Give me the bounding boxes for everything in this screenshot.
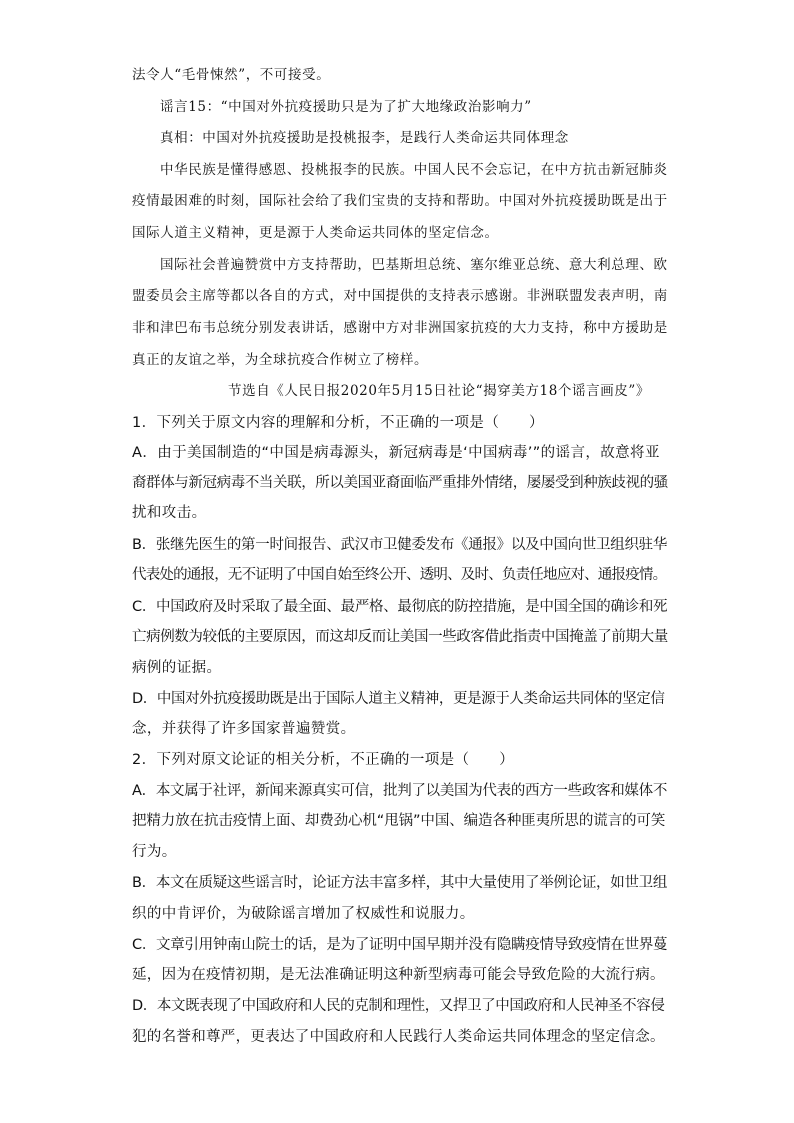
question-text-line: 犯的名誉和尊严，更表达了中国政府和人民践行人类命运共同体理念的坚定信念。 [132, 1029, 665, 1045]
question-2-option-a: A．本文属于社评，新闻来源真实可信，批判了以美国为代表的西方一些政客和媒体不 [132, 783, 668, 799]
article-line: 国际社会普遍赞赏中方支持帮助，巴基斯坦总统、塞尔维亚总统、意大利总理、欧 [160, 257, 668, 273]
article-line: 疫情最困难的时刻，国际社会给了我们宝贵的支持和帮助。中国对外抗疫援助既是出于 [132, 193, 668, 209]
question-2-option-b: B．本文在质疑这些谣言时，论证方法丰富多样，其中大量使用了举例论证，如世卫组 [132, 875, 668, 891]
rumor-heading: 谣言15：“中国对外抗疫援助只是为了扩大地缘政治影响力” [160, 99, 532, 115]
article-line: 国际人道主义精神，更是源于人类命运共同体的坚定信念。 [132, 225, 499, 241]
truth-heading: 真相：中国对外抗疫援助是投桃报李，是践行人类命运共同体理念 [160, 130, 569, 146]
article-line: 中华民族是懂得感恩、投桃报李的民族。中国人民不会忘记，在中方抗击新冠肺炎 [160, 162, 668, 178]
question-1-option-c: C．中国政府及时采取了最全面、最严格、最彻底的防控措施，是中国全国的确诊和死 [132, 599, 668, 615]
question-text-line: 代表处的通报，无不证明了中国自始至终公开、透明、及时、负责任地应对、通报疫情。 [132, 567, 667, 583]
article-line: 盟委员会主席等都以各自的方式，对中国提供的支持表示感谢。非洲联盟发表声明，南 [132, 288, 668, 304]
question-1-option-b: B．张继先医生的第一时间报告、武汉市卫健委发布《通报》以及中国向世卫组织驻华 [132, 537, 668, 553]
question-text-line: 行为。 [132, 844, 177, 860]
article-line: 法令人“毛骨悚然”，不可接受。 [132, 67, 331, 83]
question-2-option-c: C．文章引用钟南山院士的话，是为了证明中国早期并没有隐瞒疫情导致疫情在世界蔓 [132, 937, 668, 953]
article-line: 非和津巴布韦总统分别发表讲话，感谢中方对非洲国家抗疫的大力支持，称中方援助是 [132, 320, 668, 336]
question-1-option-d: D．中国对外抗疫援助既是出于国际人道主义精神，更是源于人类命运共同体的坚定信 [132, 691, 665, 707]
question-text-line: 把精力放在抗击疫情上面、却费劲心机“甩锅”中国、编造各种匪夷所思的谎言的可笑 [132, 813, 666, 829]
question-text-line: 病例的证据。 [132, 660, 222, 676]
question-1-stem: 1．下列关于原文内容的理解和分析，不正确的一项是（ ） [132, 415, 544, 431]
question-2-option-d: D．本文既表现了中国政府和人民的克制和理性，又捍卫了中国政府和人民神圣不容侵 [132, 998, 665, 1014]
question-text-line: 扰和攻击。 [132, 505, 207, 521]
question-2-stem: 2．下列对原文论证的相关分析，不正确的一项是（ ） [132, 752, 515, 768]
article-line: 真正的友谊之举，为全球抗疫合作树立了榜样。 [132, 352, 429, 368]
question-text-line: 亡病例数为较低的主要原因，而这却反而让美国一些政客借此指责中国掩盖了前期大量 [132, 629, 668, 645]
source-citation: 节选自《人民日报2020年5月15日社论“揭穿美方18个谣言画皮”》 [228, 383, 651, 399]
question-text-line: 织的中肯评价，为破除谣言增加了权威性和说服力。 [132, 906, 475, 922]
question-text-line: 念，并获得了许多国家普遍赞赏。 [132, 721, 356, 737]
question-text-line: 裔群体与新冠病毒不当关联，所以美国亚裔面临严重排外情绪，屡屡受到种族歧视的骚 [132, 475, 668, 491]
question-1-option-a: A．由于美国制造的“中国是病毒源头，新冠病毒是‘中国病毒’”的谣言，故意将亚 [132, 445, 660, 461]
question-text-line: 延，因为在疫情初期，是无法准确证明这种新型病毒可能会导致危险的大流行病。 [132, 967, 665, 983]
